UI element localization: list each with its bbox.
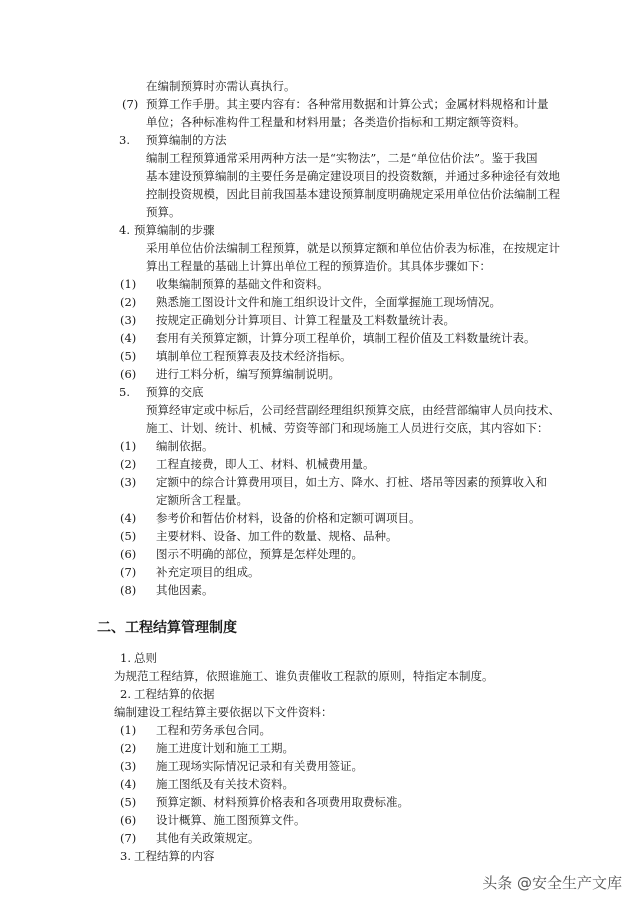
subheading-title: 工程结算的依据 [134,687,215,701]
item-number: (2) [120,457,137,471]
subheading-number: 2. [120,687,131,701]
item-number: (5) [120,795,137,809]
subheading-number: 3. [120,849,131,863]
paragraph-line: 预算。 [146,205,181,219]
paragraph-line: 为规范工程结算，依照谁施工、谁负责催收工程款的原则，特指定本制度。 [114,669,494,683]
paragraph-continuation: 在编制预算时亦需认真执行。 [146,79,296,93]
item-number: (3) [120,759,137,773]
step-number: (6) [120,367,137,381]
item-number: (4) [120,777,137,791]
item-text: 其他因素。 [156,583,214,597]
item-text: 施工图纸及有关技术资料。 [156,777,294,791]
paragraph-line: 编制工程预算通常采用两种方法一是“实物法”，二是“单位估价法”。鉴于我国 [146,151,538,165]
item-text: 工程直接费，即人工、材料、机械费用量。 [156,457,375,471]
subheading-number: 3. [119,133,130,147]
item-text: 图示不明确的部位，预算是怎样处理的。 [156,547,363,561]
subheading-number: 5. [119,385,130,399]
item-text: 工程和劳务承包合同。 [156,723,271,737]
item-text-continuation: 定额所含工程量。 [156,493,248,507]
item-text: 施工进度计划和施工工期。 [156,741,294,755]
item-text: 施工现场实际情况记录和有关费用签证。 [156,759,363,773]
paragraph-line: 基本建设预算编制的主要任务是确定建设项目的投资数额，并通过多种途径有效地 [146,169,560,183]
item-text: 主要材料、设备、加工件的数量、规格、品种。 [156,529,398,543]
item-number: (5) [120,529,137,543]
step-text: 进行工料分析，编写预算编制说明。 [156,367,340,381]
item-number: (7) [122,97,139,111]
step-text: 熟悉施工图设计文件和施工组织设计文件，全面掌握施工现场情况。 [156,295,501,309]
paragraph-line: 预算经审定或中标后，公司经营副经理组织预算交底，由经营部编审人员向技术、 [146,403,560,417]
step-text: 按规定正确划分计算项目、计算工程量及工料数量统计表。 [156,313,455,327]
item-text-continuation: 单位；各种标准构件工程量和材料用量；各类造价指标和工期定额等资料。 [146,115,526,129]
item-number: (2) [120,741,137,755]
item-number: (6) [120,813,137,827]
subheading-number: 1. [120,651,131,665]
subheading-title: 预算的交底 [146,385,204,399]
subheading-title: 预算编制的步骤 [134,223,215,237]
watermark: 头条 @安全生产文库 [482,874,622,892]
step-number: (2) [120,295,137,309]
subheading-title: 工程结算的内容 [134,849,215,863]
item-text: 编制依据。 [156,439,214,453]
subheading-title: 预算编制的方法 [146,133,227,147]
item-number: (4) [120,511,137,525]
subheading-title: 总则 [134,651,157,665]
step-text: 套用有关预算定额，计算分项工程单价，填制工程价值及工料数量统计表。 [156,331,536,345]
item-text: 定额中的综合计算费用项目，如土方、降水、打桩、塔吊等因素的预算收入和 [156,475,547,489]
item-text: 补充定项目的组成。 [156,565,260,579]
step-number: (3) [120,313,137,327]
paragraph-line: 控制投资规模，因此目前我国基本建设预算制度明确规定采用单位估价法编制工程 [146,187,560,201]
item-number: (1) [120,439,137,453]
step-text: 收集编制预算的基础文件和资料。 [156,277,329,291]
subheading-number: 4. [119,223,130,237]
item-text: 预算工作手册。其主要内容有：各种常用数据和计算公式；金属材料规格和计量 [146,97,549,111]
item-number: (3) [120,475,137,489]
paragraph-line: 施工、计划、统计、机械、劳资等部门和现场施工人员进行交底，其内容如下： [146,421,549,435]
item-number: (7) [120,831,137,845]
item-text: 预算定额、材料预算价格表和各项费用取费标准。 [156,795,409,809]
item-number: (6) [120,547,137,561]
step-number: (5) [120,349,137,363]
paragraph-line: 采用单位估价法编制工程预算，就是以预算定额和单位估价表为标准，在按规定计 [146,241,560,255]
section-heading: 二、工程结算管理制度 [97,620,237,636]
item-number: (7) [120,565,137,579]
item-text: 参考价和暂估价材料，设备的价格和定额可调项目。 [156,511,421,525]
step-number: (1) [120,277,137,291]
step-number: (4) [120,331,137,345]
item-text: 设计概算、施工图预算文件。 [156,813,306,827]
step-text: 填制单位工程预算表及技术经济指标。 [156,349,352,363]
paragraph-line: 编制建设工程结算主要依据以下文件资料： [114,705,333,719]
item-text: 其他有关政策规定。 [156,831,260,845]
paragraph-line: 算出工程量的基础上计算出单位工程的预算造价。其具体步骤如下： [146,259,491,273]
item-number: (1) [120,723,137,737]
item-number: (8) [120,583,137,597]
